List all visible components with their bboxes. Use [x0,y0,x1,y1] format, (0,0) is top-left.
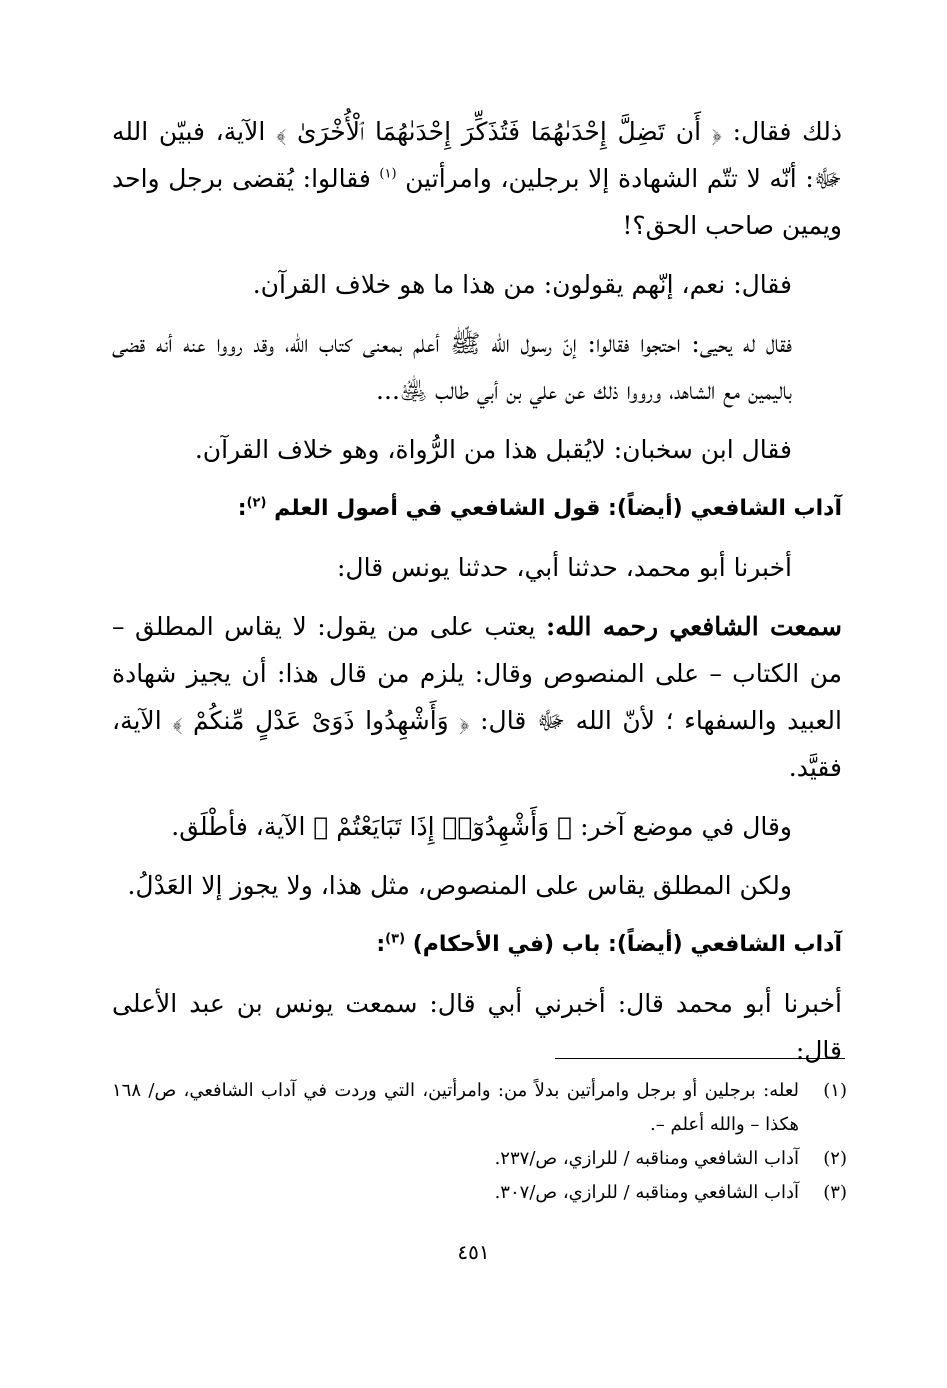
footnote-1-text: لعله: برجلين أو برجل وامرأتين بدلاً من: وامرأتين، التي وردت في آداب الشافعي، ص/ ١٦٨ هكذا – والله أعلم –. [112,1080,799,1135]
section-heading-1-colon: : [237,496,247,521]
page-number: ٤٥١ [457,1240,490,1264]
paragraph-7: وقال في موضع آخر: ﴿ وَأَشْهِدُوٓا۟ إِذَا تَبَايَعْتُمْ ﴾ الآية، فأطْلَق. [171,812,792,841]
section-heading-1 [112,485,842,532]
footnote-2-text: آداب الشافعي ومناقبه / للرازي، ص/٢٣٧. [494,1148,799,1169]
footnote-3 [112,1176,847,1210]
footnote-1-number: (١) [823,1080,847,1101]
paragraph-9: أخبرنا أبو محمد قال: أخبرني أبي قال: سمعت يونس بن عبد الأعلى قال: [112,989,842,1065]
footnote-2 [112,1142,847,1176]
section-heading-2 [112,921,842,968]
paragraph-5: أخبرنا أبو محمد، حدثنا أبي، حدثنا يونس قال: [337,553,792,582]
footnote-ref-1: (١) [379,166,397,182]
paragraph-1-text: ذلك فقال: ﴿ أَن تَضِلَّ إِحْدَىٰهُمَا فَتُذَكِّرَ إِحْدَىٰهُمَا ٱلْأُخْرَىٰ ﴾ الآية، فبيّن الله ﷻ: أنّه لا تتّم الشهادة إلا برجلين، وامرأتين [112,117,842,193]
footnote-separator [555,1058,845,1059]
paragraph-4: فقال ابن سخبان: لايُقبل هذا من الرُّواة، وهو خلاف القرآن. [194,435,792,464]
paragraph-1 [112,108,842,249]
footnote-2-number: (٢) [823,1148,847,1169]
paragraph-6-text: يعتب على من يقول: لا يقاس المطلق – من الكتاب – على المنصوص وقال: يلزم من قال هذا: أن يجيز شهادة العبيد والسفهاء ؛ لأنّ الله ﷻ قال: ﴿ وَأَشْهِدُوا ذَوَىْ عَدْلٍ مِّنكُمْ ﴾ الآية، فقيَّد. [112,612,842,782]
paragraph-8: ولكن المطلق يقاس على المنصوص، مثل هذا، ولا يجوز إلا العَدْلُ. [127,871,792,900]
footnote-ref-3: (٣) [385,931,406,947]
footnotes [112,1074,847,1210]
section-heading-2-colon: : [376,932,386,957]
footnote-3-text: آداب الشافعي ومناقبه / للرازي، ص/٣٠٧. [494,1182,799,1203]
footnote-ref-2: (٢) [246,495,267,511]
section-heading-1-text: آداب الشافعي (أيضاً): قول الشافعي في أصول العلم [274,496,842,521]
section-heading-2-text: آداب الشافعي (أيضاً): باب (في الأحكام) [412,932,842,957]
footnote-3-number: (٣) [823,1182,847,1203]
paragraph-3: فقال له يحيى: احتجوا فقالوا: إنّ رسول الله ﷺ أعلم بمعنى كتاب الله، وقد رووا عنه أنه قضى باليمين مع الشاهد، ورووا ذلك عن علي بن أبي طالب ﵁... [112,329,792,405]
main-text [112,108,842,1086]
footnote-1 [112,1074,847,1142]
paragraph-6-bold: سمعت الشافعي رحمه الله: [545,612,842,641]
paragraph-2: فقال: نعم، إنّهم يقولون: من هذا ما هو خلاف القرآن. [252,270,792,299]
paragraph-1-end: فقالوا: يُقضى برجل واحد ويمين صاحب الحق؟! [112,164,842,240]
paragraph-6 [112,603,842,791]
